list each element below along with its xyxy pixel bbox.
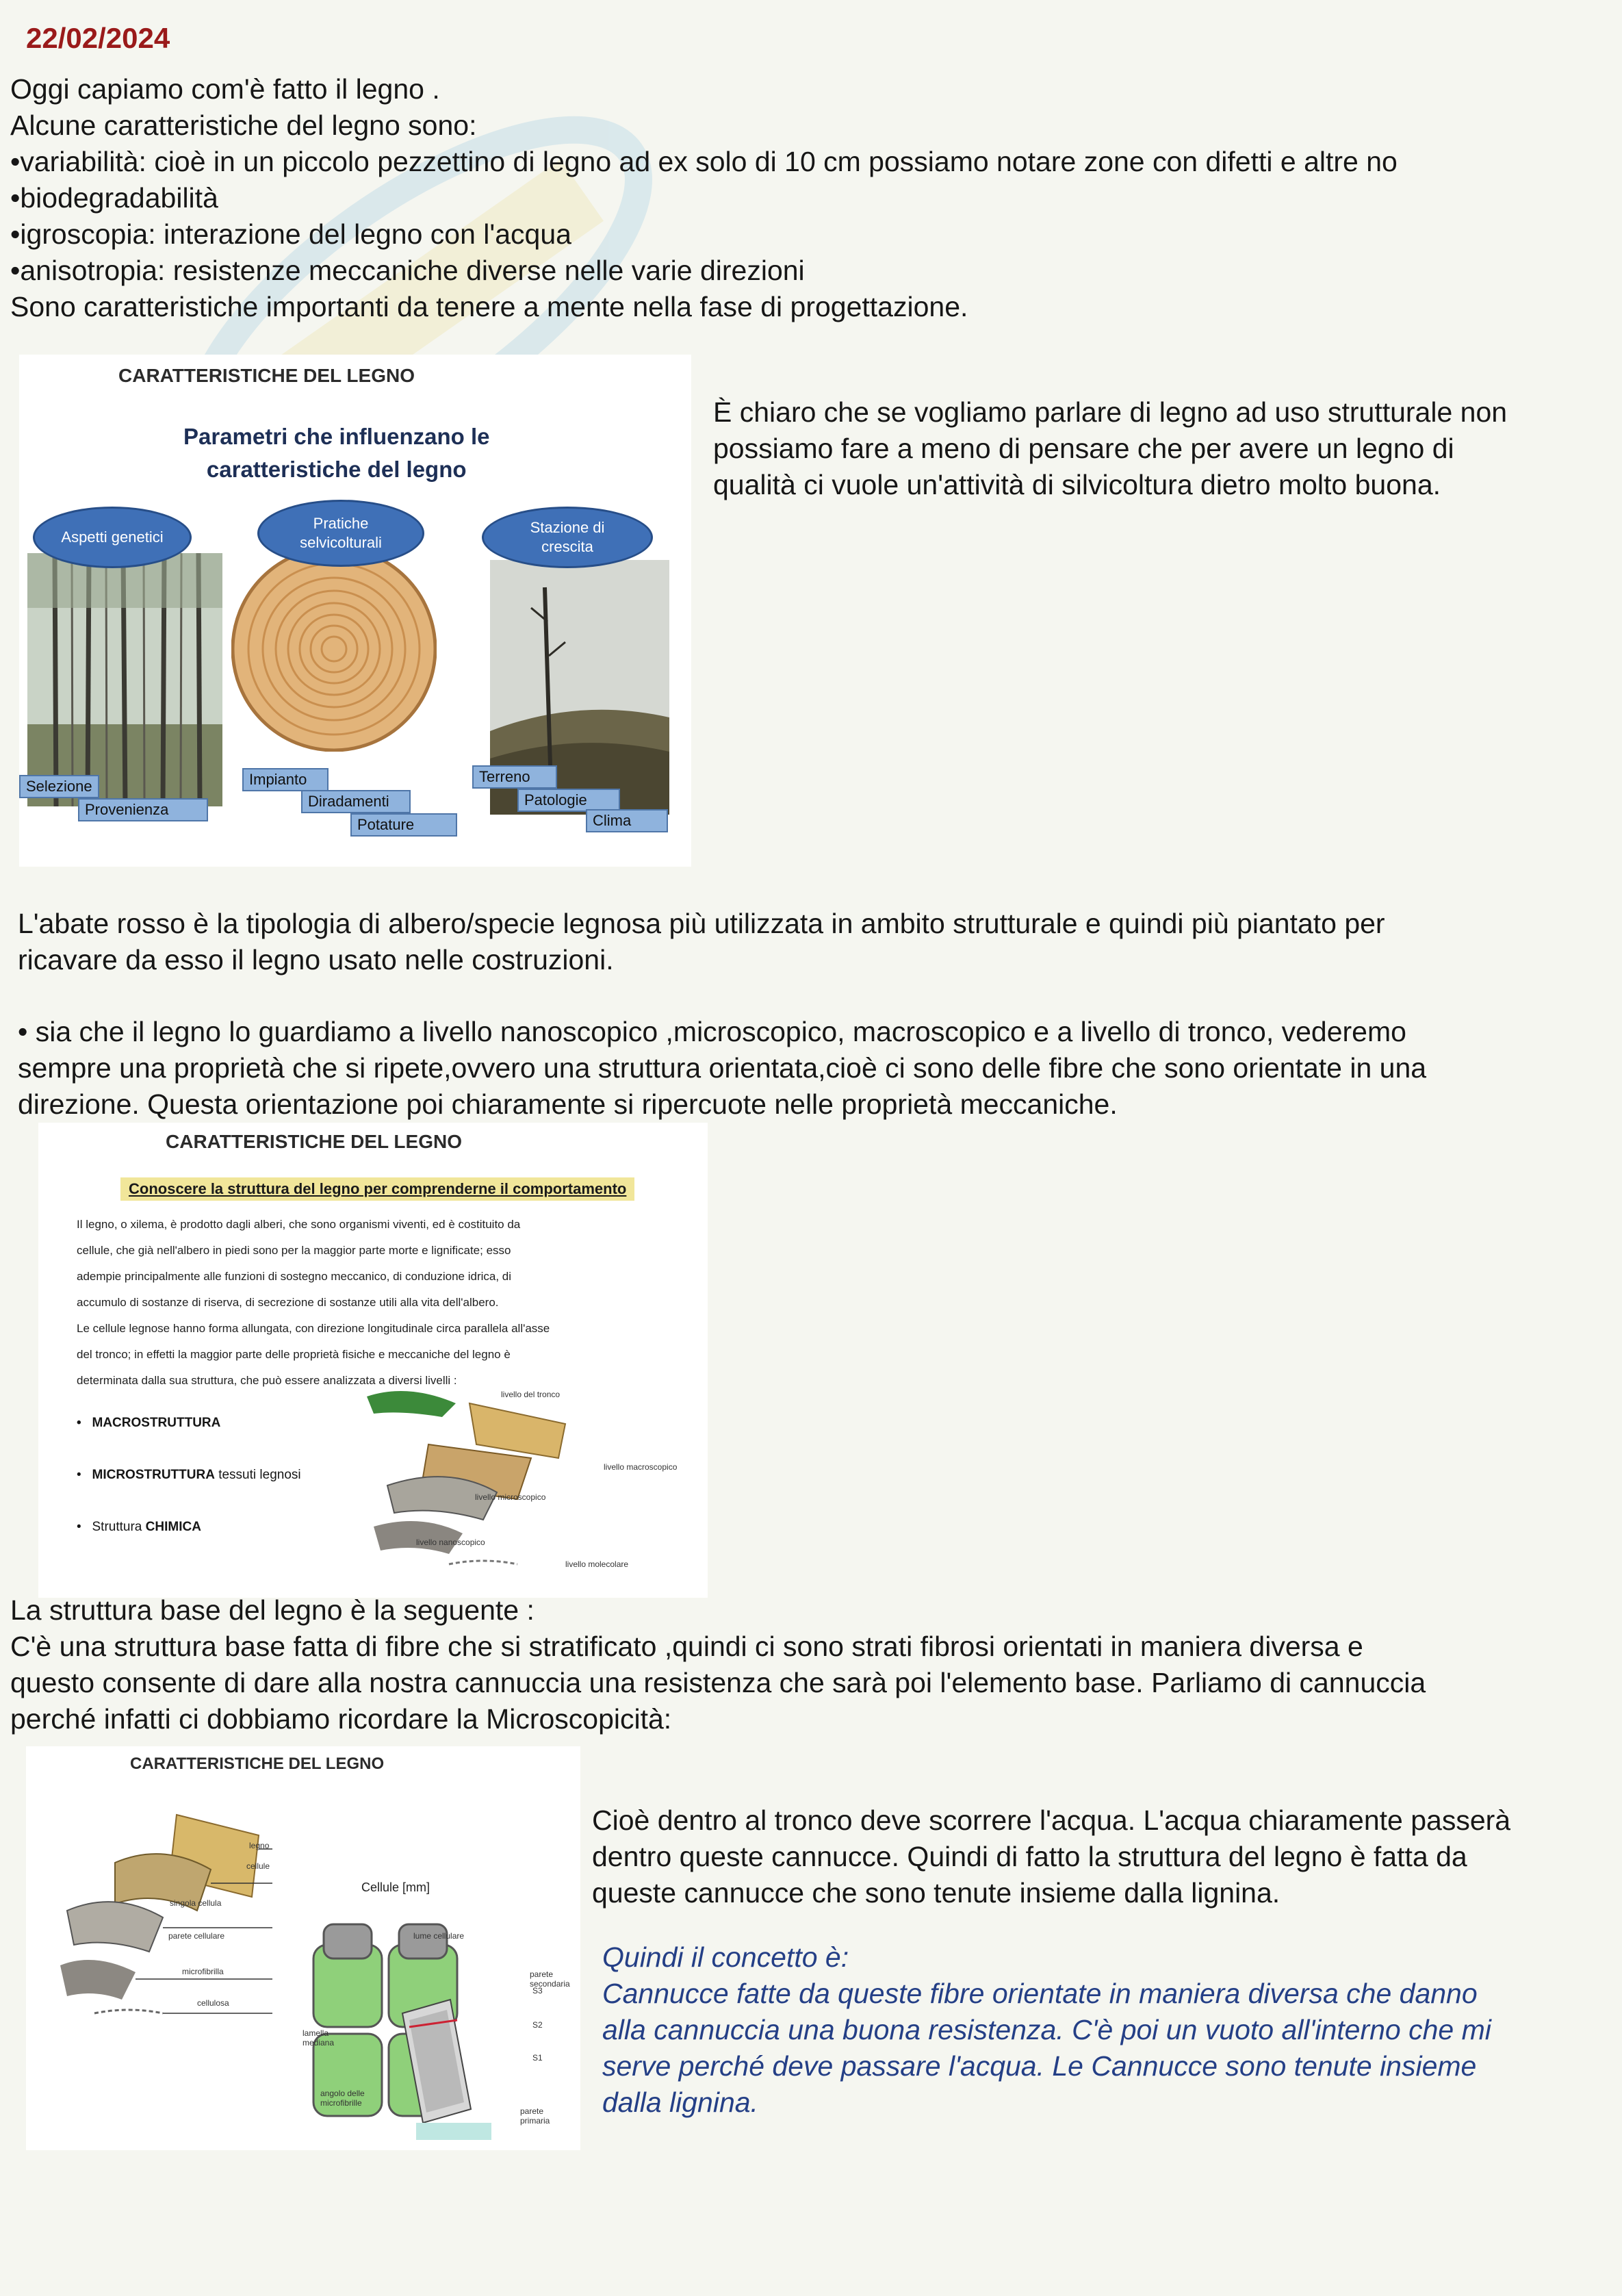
forest-photo: [27, 553, 222, 806]
label-cellulosa: cellulosa: [197, 1998, 229, 2008]
label-angolo: angolo delle microfibrille: [320, 2089, 365, 2108]
figure-wood-parameters: [19, 355, 691, 867]
oval-silvicultural-practices: [257, 500, 424, 567]
label-clima: Clima: [586, 809, 668, 832]
figure1-subtitle-line: caratteristiche del legno: [206, 457, 467, 482]
structure-line: C'è una struttura base fatta di fibre che si stratificato ,quindi ci sono strati fibrosi orientati in maniera diversa e: [10, 1631, 1363, 1662]
concept-paragraph: [602, 1939, 1491, 2121]
label-parete-secondaria: parete secondaria: [530, 1969, 570, 1989]
water-line: queste cannucce che sono tenute insieme dalla lignina.: [592, 1877, 1280, 1909]
intro-line: Oggi capiamo com'è fatto il legno .: [10, 73, 440, 105]
abete-line: ricavare da esso il legno usato nelle costruzioni.: [18, 944, 614, 975]
figure2-body-line: determinata dalla sua struttura, che può essere analizzata a diversi livelli :: [77, 1374, 457, 1387]
structure-line: perché infatti ci dobbiamo ricordare la Microscopicità:: [10, 1703, 672, 1735]
intro-line: •anisotropia: resistenze meccaniche diverse nelle varie direzioni: [10, 255, 805, 286]
abete-line: L'abate rosso è la tipologia di albero/specie legnosa più utilizzata in ambito strutturale e quindi più piantato per: [18, 908, 1385, 939]
note-date: 22/02/2024: [26, 22, 170, 54]
cell-scale-illustration: [53, 1808, 272, 2034]
label-nano-level: livello nanoscopico: [416, 1538, 485, 1547]
label-terreno: Terreno: [472, 765, 557, 789]
silviculture-line: possiamo fare a meno di pensare che per avere un legno di: [713, 433, 1454, 464]
label-potature: Potature: [350, 813, 457, 837]
label-s1: S1: [532, 2053, 543, 2063]
intro-line: •variabilità: cioè in un piccolo pezzettino di legno ad ex solo di 10 cm possiamo notare zone con difetti e altre no: [10, 146, 1398, 177]
orientation-line: sempre una proprietà che si ripete,ovvero una struttura orientata,cioè ci sono delle fibre che sono orientate in una: [18, 1052, 1427, 1084]
label-singola-cellula: singola cellula: [170, 1898, 222, 1908]
figure1-subtitle: [183, 420, 489, 486]
figure3-title: CARATTERISTICHE DEL LEGNO: [130, 1755, 385, 1773]
label-lume: lume cellulare: [413, 1931, 465, 1941]
oval-genetic-aspects: [33, 507, 192, 568]
oval-practices-label: selvicolturali: [300, 534, 382, 551]
structure-line: questo consente di dare alla nostra cannuccia una resistenza che sarà poi l'elemento base. Parliamo di cannuccia: [10, 1667, 1426, 1698]
label-parete-cellulare: parete cellulare: [168, 1931, 225, 1941]
bullet-chemistry: • Struttura CHIMICA: [77, 1520, 201, 1534]
label-lamella: lamella mediana: [302, 2028, 335, 2048]
label-diradamenti: Diradamenti: [301, 790, 411, 813]
figure2-body-line: adempie principalmente alle funzioni di sostegno meccanico, di conduzione idrica, di: [77, 1270, 512, 1283]
silviculture-paragraph: [713, 394, 1507, 503]
oval-growth-station: [482, 507, 653, 568]
label-provenienza: Provenienza: [78, 798, 208, 821]
bullet-microstructure: • MICROSTRUTTURA tessuti legnosi: [77, 1468, 301, 1482]
label-legno: legno: [249, 1841, 270, 1850]
orientation-line: • sia che il legno lo guardiamo a livello nanoscopico ,microscopico, macroscopico e a livello di tronco, vederemo: [18, 1016, 1406, 1047]
label-micro-level: livello microscopico: [475, 1492, 546, 1502]
figure2-body-line: Il legno, o xilema, è prodotto dagli alberi, che sono organismi viventi, ed è costituito da: [77, 1218, 521, 1231]
oval-genetic-label: Aspetti genetici: [61, 528, 164, 546]
figure-wood-structure-text: [38, 1123, 708, 1598]
figure2-title: CARATTERISTICHE DEL LEGNO: [166, 1131, 462, 1152]
bullet-chem-label: CHIMICA: [145, 1520, 201, 1534]
concept-line: dalla lignina.: [602, 2087, 758, 2118]
intro-line: Alcune caratteristiche del legno sono:: [10, 110, 477, 141]
orientation-paragraph: [18, 1014, 1426, 1123]
water-paragraph: [592, 1802, 1510, 1911]
tree-rings-photo: [231, 546, 437, 752]
concept-line: Quindi il concetto è:: [602, 1941, 849, 1973]
figure2-body-line: cellule, che già nell'albero in piedi sono per la maggior parte morte e lignificate; esso: [77, 1244, 511, 1257]
bullet-macro-label: MACROSTRUTTURA: [92, 1416, 221, 1430]
label-parete-primaria: parete primaria: [520, 2106, 550, 2126]
figure2-body-line: accumulo di sostanze di riserva, di secrezione di sostanze utili alla vita dell'albero.: [77, 1296, 499, 1309]
silviculture-line: È chiaro che se vogliamo parlare di legno ad uso strutturale non: [713, 396, 1508, 428]
orientation-line: direzione. Questa orientazione poi chiaramente si ripercuote nelle proprietà meccaniche.: [18, 1088, 1118, 1120]
oval-station-label: crescita: [541, 538, 593, 555]
label-macro-level: livello macroscopico: [604, 1462, 678, 1472]
label-microfibrilla: microfibrilla: [182, 1967, 224, 1976]
intro-paragraph: [10, 71, 1398, 325]
intro-line: •igroscopia: interazione del legno con l'acqua: [10, 218, 571, 250]
figure2-highlight: Conoscere la struttura del legno per comprenderne il comportamento: [120, 1177, 634, 1201]
silviculture-line: qualità ci vuole un'attività di silvicoltura dietro molto buona.: [713, 469, 1441, 500]
label-molecular-level: livello molecolare: [565, 1559, 629, 1569]
figure1-title: CARATTERISTICHE DEL LEGNO: [118, 365, 415, 386]
label-s2: S2: [532, 2020, 543, 2030]
abete-paragraph: [18, 906, 1385, 978]
cells-mm-label: Cellule [mm]: [361, 1880, 430, 1894]
water-line: Cioè dentro al tronco deve scorrere l'acqua. L'acqua chiaramente passerà: [592, 1804, 1511, 1836]
figure2-body: [77, 1212, 686, 1394]
figure2-body-line: del tronco; in effetti la maggior parte delle proprietà fisiche e meccaniche del legno è: [77, 1348, 511, 1361]
concept-line: alla cannuccia una buona resistenza. C'è poi un vuoto all'interno che mi: [602, 2014, 1491, 2045]
label-s3: S3: [532, 1986, 543, 1995]
intro-line: •biodegradabilità: [10, 182, 218, 214]
oval-practices-label: Pratiche: [313, 515, 369, 532]
bullet-macrostructure: • MACROSTRUTTURA: [77, 1416, 221, 1430]
figure2-body-line: Le cellule legnose hanno forma allungata, con direzione longitudinale circa parallela all'asse: [77, 1322, 550, 1335]
water-line: dentro queste cannucce. Quindi di fatto la struttura del legno è fatta da: [592, 1841, 1467, 1872]
intro-line: Sono caratteristiche importanti da tenere a mente nella fase di progettazione.: [10, 291, 968, 322]
figure-cell-structure: [26, 1746, 580, 2150]
oval-station-label: Stazione di: [530, 519, 605, 536]
wood-levels-illustration: [346, 1383, 606, 1588]
concept-line: serve perché deve passare l'acqua. Le Cannucce sono tenute insieme: [602, 2050, 1477, 2082]
bullet-chem-pre: Struttura: [92, 1520, 146, 1534]
label-impianto: Impianto: [242, 768, 329, 791]
label-patologie: Patologie: [517, 789, 620, 812]
bullet-micro-rest: tessuti legnosi: [214, 1468, 301, 1482]
concept-line: Cannucce fatte da queste fibre orientate in maniera diversa che danno: [602, 1978, 1478, 2009]
label-trunk-level: livello del tronco: [501, 1390, 561, 1399]
label-selezione: Selezione: [19, 775, 99, 798]
structure-paragraph: [10, 1592, 1426, 1737]
figure1-subtitle-line: Parametri che influenzano le: [183, 424, 490, 449]
structure-line: La struttura base del legno è la seguente :: [10, 1594, 535, 1626]
label-cellule: cellule: [246, 1861, 270, 1871]
bullet-micro-label: MICROSTRUTTURA: [92, 1468, 215, 1482]
